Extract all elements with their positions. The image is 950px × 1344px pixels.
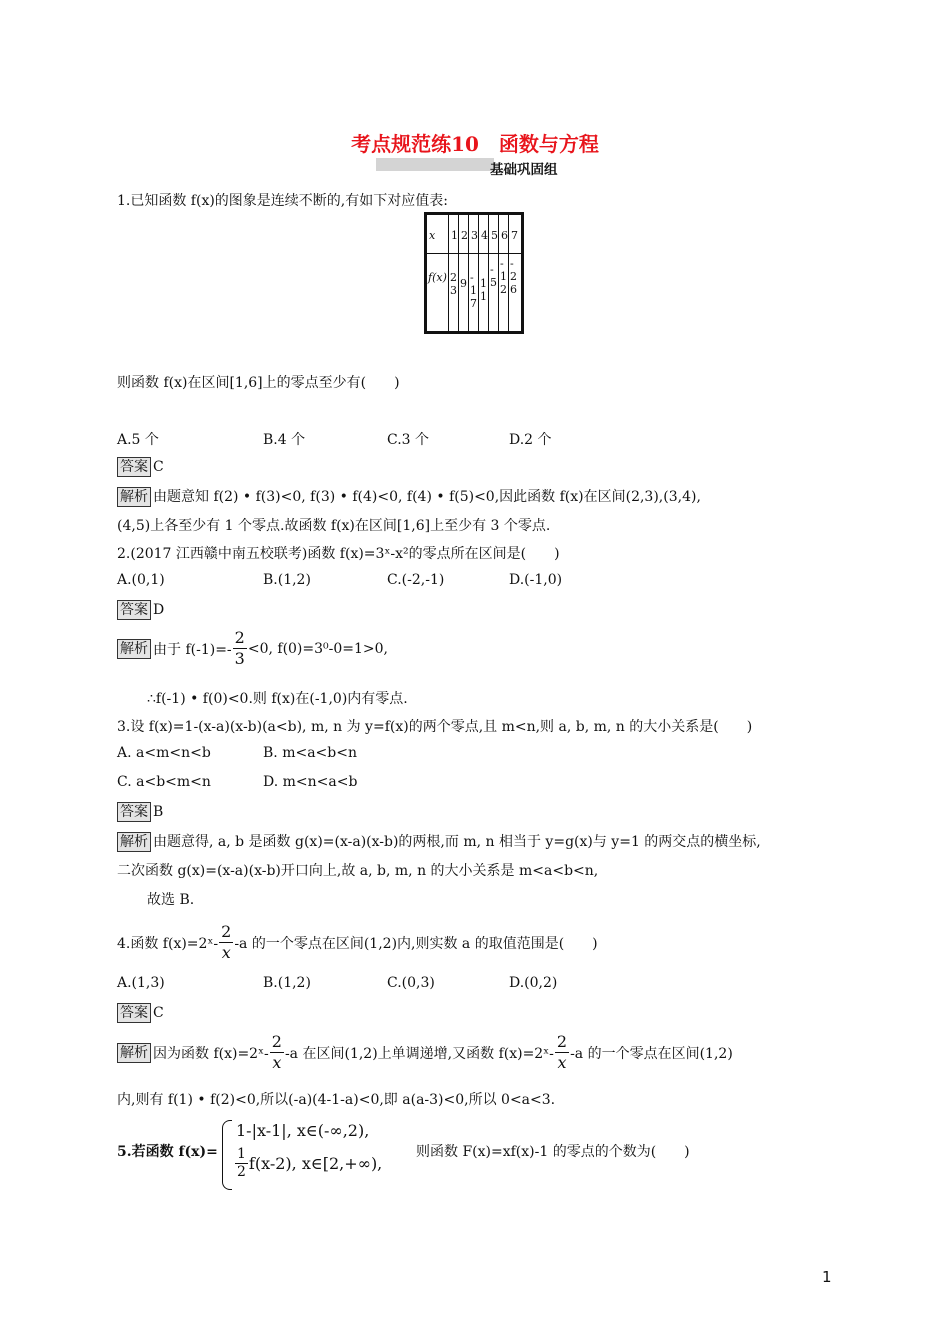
q3-answer (117, 802, 163, 822)
fraction-denominator: 2 (237, 1164, 246, 1180)
q2-analysis-line2: ∴f(-1) • f(0)<0.则 f(x)在(-1,0)内有零点. (147, 691, 408, 707)
table-row-divider (427, 253, 521, 254)
q4-option-b: B.(1,2) (263, 975, 311, 991)
q1-option-d: D.2 个 (509, 432, 552, 448)
section-subtitle: 基础巩固组 (490, 162, 558, 178)
table-col-divider (478, 215, 479, 331)
analysis-text: 由题意知 f(2) • f(3)<0, f(3) • f(4)<0, f(4) • f(5)<0,因此函数 f(x)在区间(2,3),(3,4), (153, 489, 701, 505)
fraction-denominator: x (221, 943, 231, 962)
answer-tag: 答案 (117, 1003, 151, 1023)
q2-option-c: C.(-2,-1) (387, 572, 445, 588)
answer-tag: 答案 (117, 802, 151, 822)
fraction-numerator: 2 (234, 628, 245, 647)
analysis-text: -a 在区间(1,2)上单调递增,又函数 f(x)=2ˣ- (284, 1045, 554, 1062)
table-header-cell: 6 (501, 229, 508, 242)
analysis-tag: 解析 (117, 1043, 151, 1063)
value-table (424, 212, 524, 334)
q3-option-c: C. a<b<m<n (117, 774, 211, 790)
q4-answer (117, 1003, 164, 1023)
fraction-numerator: 2 (271, 1032, 282, 1051)
table-cell: 11 (480, 277, 487, 303)
table-header-x: x (429, 229, 436, 242)
answer-value: C (153, 459, 164, 475)
table-cell: -26 (510, 257, 517, 296)
q5-stem-end: 则函数 F(x)=xf(x)-1 的零点的个数为( ) (416, 1144, 690, 1160)
fraction-numerator: 1 (237, 1146, 246, 1162)
table-header-cell: 7 (511, 229, 518, 242)
table-header-cell: 1 (451, 229, 458, 242)
q5-case2-text: f(x-2), x∈[2,+∞), (248, 1154, 383, 1173)
subtitle-bar (376, 158, 494, 171)
table-col-divider (448, 215, 449, 331)
q5-case1: 1-|x-1|, x∈(-∞,2), (236, 1121, 370, 1140)
answer-tag: 答案 (117, 457, 151, 477)
table-header-cell: 3 (471, 229, 478, 242)
analysis-text: -a 的一个零点在区间(1,2) (570, 1045, 733, 1062)
q3-analysis-line2: 二次函数 g(x)=(x-a)(x-b)开口向上,故 a, b, m, n 的大小关系是 m<a<b<n, (117, 863, 599, 879)
q3-stem: 3.设 f(x)=1-(x-a)(x-b)(a<b), m, n 为 y=f(x)的两个零点,且 m<n,则 a, b, m, n 的大小关系是( ) (117, 719, 753, 735)
page-number: 1 (822, 1268, 832, 1286)
table-cell: 23 (450, 271, 457, 297)
analysis-text: 由于 f(-1)=- (153, 641, 232, 658)
fraction-numerator: 2 (221, 922, 232, 941)
q4-stem-text: 4.函数 f(x)=2ˣ- (117, 935, 219, 952)
q2-option-d: D.(-1,0) (509, 572, 563, 588)
q2-stem: 2.(2017 江西赣中南五校联考)函数 f(x)=3ˣ-x²的零点所在区间是( ) (117, 546, 560, 562)
fraction (270, 1032, 284, 1073)
fraction (555, 1032, 569, 1073)
q1-answer (117, 457, 164, 477)
q3-option-a: A. a<m<n<b (117, 745, 211, 761)
q4-analysis (117, 1032, 733, 1073)
q4-stem (117, 922, 598, 963)
q3-option-d: D. m<n<a<b (263, 774, 358, 790)
table-cell: -17 (470, 271, 477, 310)
fraction-denominator: x (557, 1053, 567, 1072)
q3-option-b: B. m<a<b<n (263, 745, 357, 761)
analysis-text: 因为函数 f(x)=2ˣ- (153, 1045, 269, 1062)
analysis-tag: 解析 (117, 487, 151, 507)
table-col-divider (468, 215, 469, 331)
fraction (233, 628, 247, 669)
analysis-text: 由题意得, a, b 是函数 g(x)=(x-a)(x-b)的两根,而 m, n 相当于 y=g(x)与 y=1 的两交点的横坐标, (153, 834, 761, 850)
q4-option-c: C.(0,3) (387, 975, 435, 991)
q1-option-b: B.4 个 (263, 432, 306, 448)
q5-stem: 5.若函数 f(x)= (117, 1144, 218, 1160)
q3-analysis (117, 831, 761, 852)
answer-value: D (153, 602, 165, 618)
q2-option-b: B.(1,2) (263, 572, 311, 588)
answer-value: B (153, 804, 164, 820)
q4-stem-text: -a 的一个零点在区间(1,2)内,则实数 a 的取值范围是( ) (234, 935, 598, 952)
q2-analysis (117, 628, 388, 669)
table-header-cell: 4 (481, 229, 488, 242)
fraction-numerator: 2 (556, 1032, 568, 1051)
page-title: 考点规范练10 函数与方程 (351, 132, 599, 156)
q5-case2 (234, 1146, 382, 1181)
table-cell: -5 (490, 263, 497, 289)
q2-answer (117, 600, 164, 620)
q1-option-c: C.3 个 (387, 432, 430, 448)
table-header-cell: 2 (461, 229, 468, 242)
q1-option-a: A.5 个 (117, 432, 159, 448)
q1-analysis (117, 486, 701, 507)
q2-option-a: A.(0,1) (117, 572, 165, 588)
table-cell: 9 (460, 277, 467, 290)
table-header-cell: 5 (491, 229, 498, 242)
q3-analysis-line3: 故选 B. (147, 892, 195, 908)
analysis-text: <0, f(0)=3⁰-0=1>0, (247, 640, 389, 657)
fraction-denominator: 3 (234, 649, 245, 668)
table-row-label: f(x) (428, 271, 447, 284)
table-col-divider (488, 215, 489, 331)
q1-stem: 1.已知函数 f(x)的图象是连续不断的,有如下对应值表: (117, 193, 448, 209)
q4-option-d: D.(0,2) (509, 975, 558, 991)
fraction (235, 1146, 248, 1181)
table-col-divider (458, 215, 459, 331)
piecewise-brace (222, 1120, 232, 1190)
answer-tag: 答案 (117, 600, 151, 620)
q1-ask: 则函数 f(x)在区间[1,6]上的零点至少有( ) (117, 375, 400, 391)
q1-analysis-line2: (4,5)上各至少有 1 个零点.故函数 f(x)在区间[1,6]上至少有 3 个零点. (117, 518, 551, 534)
analysis-tag: 解析 (117, 639, 151, 659)
table-col-divider (508, 215, 509, 331)
analysis-tag: 解析 (117, 832, 151, 852)
fraction (219, 922, 233, 963)
answer-value: C (153, 1005, 164, 1021)
q4-option-a: A.(1,3) (117, 975, 165, 991)
table-col-divider (498, 215, 499, 331)
q4-analysis-line2: 内,则有 f(1) • f(2)<0,所以(-a)(4-1-a)<0,即 a(a-3)<0,所以 0<a<3. (117, 1092, 556, 1108)
table-cell: -12 (500, 257, 507, 296)
fraction-denominator: x (272, 1053, 282, 1072)
